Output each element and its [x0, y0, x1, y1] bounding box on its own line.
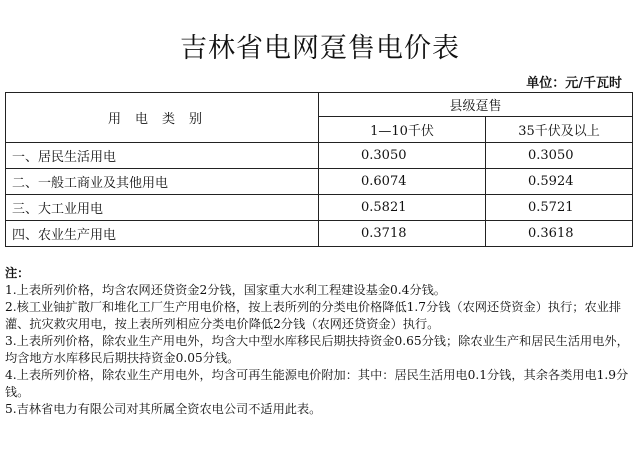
note-item: 3.上表所列价格，除农业生产用电外，均含大中型水库移民后期扶持资金0.65分钱；除农业生产和居民生活用电外，均含地方水库移民后期扶持资金0.05分钱。 [5, 334, 629, 365]
table-row [6, 143, 633, 169]
row-value-1-10kv: 0.6074 [319, 169, 486, 195]
col1-header: 1—10千伏 [319, 117, 486, 143]
price-table [5, 92, 633, 247]
category-header: 用电类别 [6, 93, 319, 143]
row-label: 三、大工业用电 [6, 195, 319, 221]
table-row [6, 195, 633, 221]
row-value-35kv: 0.5924 [486, 169, 633, 195]
row-value-1-10kv: 0.3050 [319, 143, 486, 169]
unit-label: 单位：元/千瓦时 [526, 76, 622, 91]
note-item: 1.上表所列价格，均含农网还贷资金2分钱，国家重大水利工程建设基金0.4分钱。 [5, 283, 446, 297]
table-row [6, 221, 633, 247]
table-row [6, 169, 633, 195]
col2-header: 35千伏及以上 [486, 117, 633, 143]
page-title: 吉林省电网趸售电价表 [180, 33, 460, 64]
note-item: 5.吉林省电力有限公司对其所属全资农电公司不适用此表。 [5, 402, 322, 416]
notes-heading: 注： [5, 266, 30, 280]
notes-section [5, 265, 633, 418]
row-label: 四、农业生产用电 [6, 221, 319, 247]
note-item: 2.核工业铀扩散厂和堆化工厂生产用电价格，按上表所列的分类电价格降低1.7分钱（农网还贷资金）执行；农业排灌、抗灾救灾用电，按上表所列相应分类电价降低2分钱（农网还贷资金）执行。 [5, 300, 622, 331]
row-value-1-10kv: 0.5821 [319, 195, 486, 221]
row-value-1-10kv: 0.3718 [319, 221, 486, 247]
group-header: 县级趸售 [319, 93, 633, 117]
table-header-row [6, 93, 633, 117]
row-value-35kv: 0.3050 [486, 143, 633, 169]
row-value-35kv: 0.5721 [486, 195, 633, 221]
row-value-35kv: 0.3618 [486, 221, 633, 247]
note-item: 4.上表所列价格，除农业生产用电外，均含可再生能源电价附加：其中：居民生活用电0.1分钱，其余各类用电1.9分钱。 [5, 368, 629, 399]
row-label: 一、居民生活用电 [6, 143, 319, 169]
row-label: 二、一般工商业及其他用电 [6, 169, 319, 195]
